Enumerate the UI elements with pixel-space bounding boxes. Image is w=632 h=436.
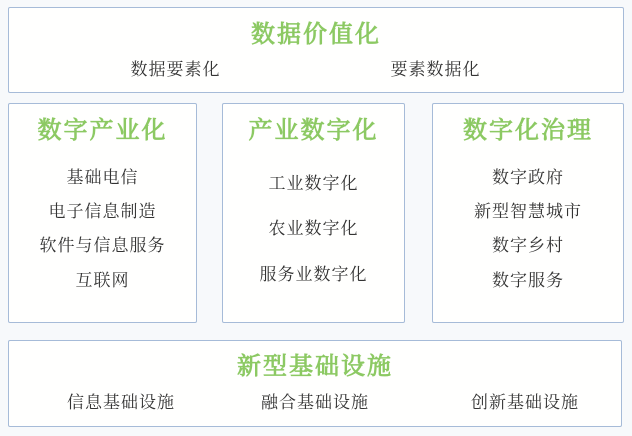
- data-valorization-box: [8, 7, 624, 93]
- digital-governance-box: [432, 103, 624, 323]
- new-infrastructure-box: [8, 340, 622, 427]
- list-item: 数字乡村: [492, 236, 564, 257]
- industry-digitalization-box: [222, 103, 405, 323]
- list-item: 农业数字化: [268, 219, 359, 240]
- list-item: 数字服务: [492, 270, 564, 291]
- data-valorization-items: [9, 49, 623, 92]
- digital-industrialization-box: [8, 103, 197, 323]
- new-infrastructure-title: 新型基础设施: [237, 352, 393, 380]
- list-item: 要素数据化: [390, 60, 481, 81]
- digital-industrialization-title: 数字产业化: [37, 116, 168, 144]
- list-item: 服务业数字化: [259, 264, 368, 285]
- list-item: 新型智慧城市: [474, 202, 582, 223]
- list-item: 软件与信息服务: [39, 236, 166, 257]
- list-item: 信息基础设施: [67, 393, 175, 414]
- list-item: 基础电信: [66, 167, 139, 188]
- list-item: 数字政府: [492, 167, 564, 188]
- list-item: 数据要素化: [130, 60, 221, 81]
- list-item: 融合基础设施: [261, 393, 369, 414]
- list-item: 工业数字化: [268, 173, 359, 194]
- list-item: 创新基础设施: [471, 393, 579, 414]
- industry-digitalization-title: 产业数字化: [248, 116, 379, 144]
- industry-digitalization-items: [223, 145, 404, 322]
- list-item: 互联网: [75, 270, 130, 291]
- digital-governance-title: 数字化治理: [463, 116, 593, 144]
- new-infrastructure-items: [9, 381, 621, 426]
- list-item: 电子信息制造: [48, 202, 157, 223]
- data-valorization-title: 数据价值化: [251, 20, 381, 48]
- digital-governance-items: [433, 145, 623, 322]
- digital-industrialization-items: [9, 145, 196, 322]
